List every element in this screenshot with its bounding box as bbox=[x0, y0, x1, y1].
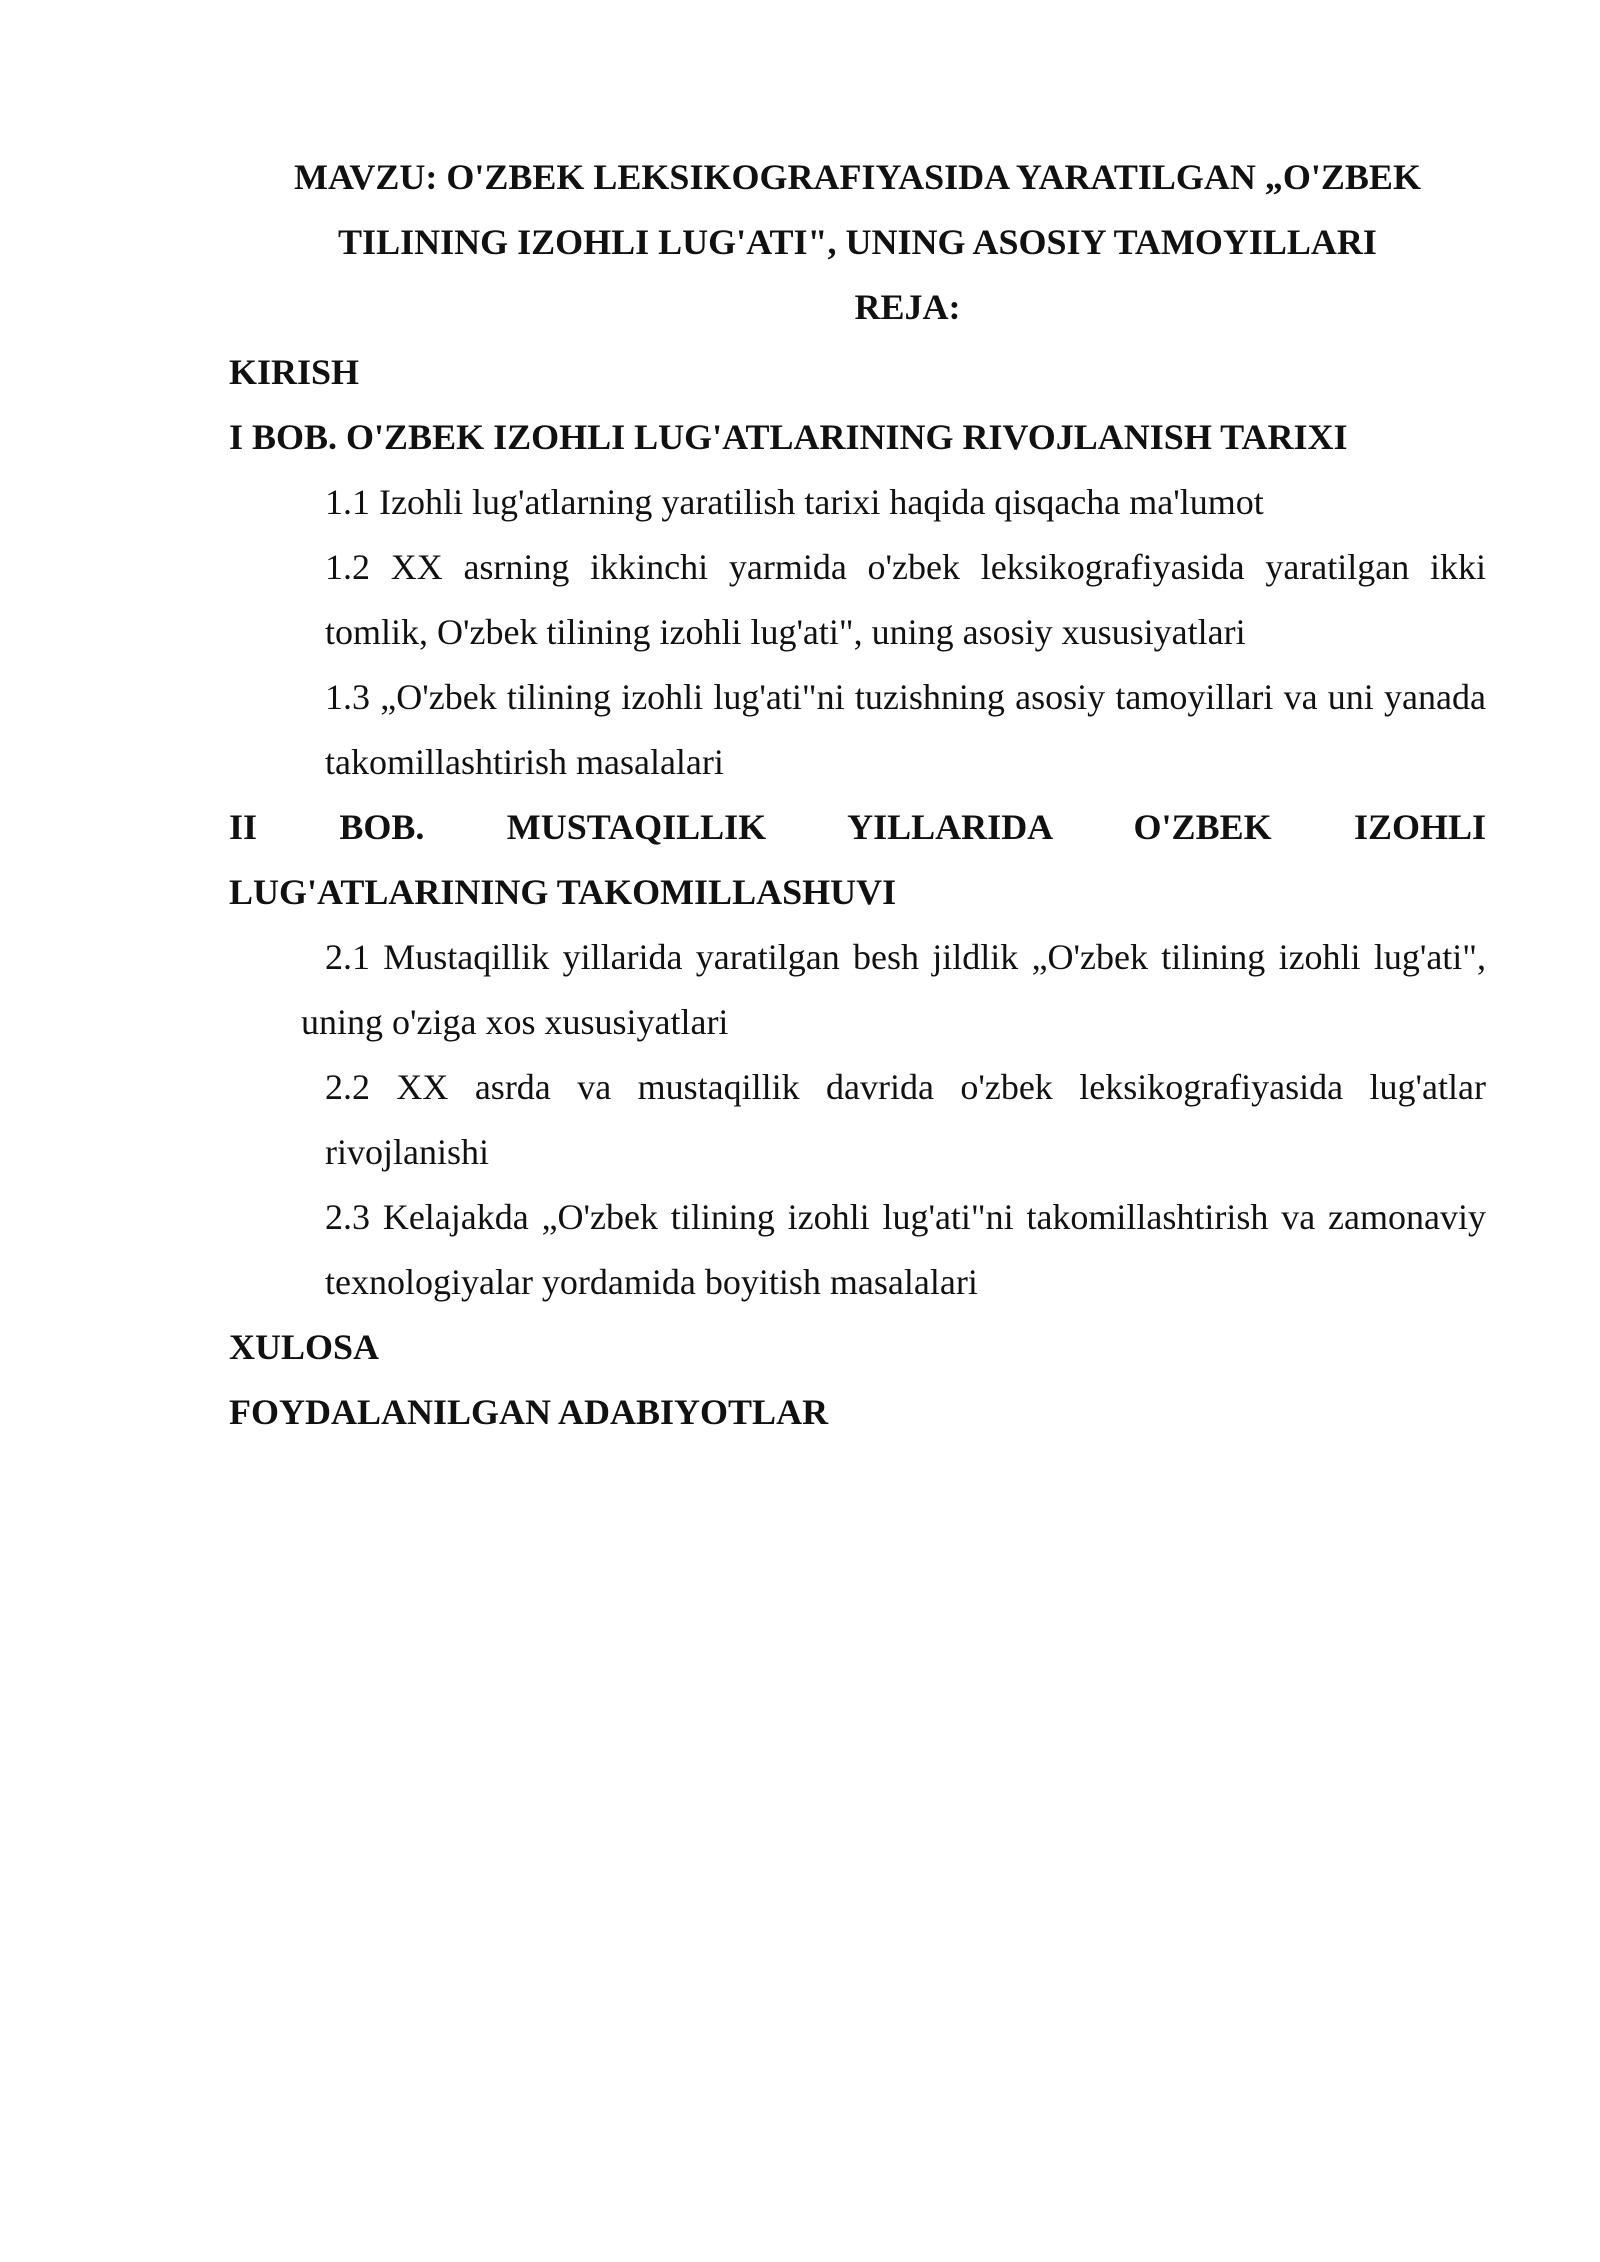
chapter2-item-2: 2.2 XX asrda va mustaqillik davrida o'zbek leksikografiyasida lug'atlar rivojlanishi bbox=[325, 1067, 1486, 1172]
chapter1-heading: I BOB. O'ZBEK IZOHLI LUG'ATLARINING RIVOJLANISH TARIXI bbox=[229, 417, 1348, 457]
chapter1-item-3: 1.3 „O'zbek tilining izohli lug'ati"ni tuzishning asosiy tamoyillari va uni yanada takomillashtirish masalalari bbox=[325, 677, 1486, 782]
title-line-1: MAVZU: O'ZBEK LEKSIKOGRAFIYASIDA YARATILGAN „O'ZBEK bbox=[294, 157, 1421, 197]
conclusion-heading: XULOSA bbox=[229, 1327, 380, 1367]
document-title bbox=[229, 145, 1486, 275]
chapter1-item-1: 1.1 Izohli lug'atlarning yaratilish tarixi haqida qisqacha ma'lumot bbox=[325, 482, 1264, 522]
plan-label: REJA: bbox=[854, 287, 961, 327]
references-heading: FOYDALANILGAN ADABIYOTLAR bbox=[229, 1392, 829, 1432]
chapter2-heading-line-1: II BOB. MUSTAQILLIK YILLARIDA O'ZBEK IZOHLI bbox=[229, 807, 1486, 847]
chapter2-heading-line-2: LUG'ATLARINING TAKOMILLASHUVI bbox=[229, 872, 897, 912]
document-body bbox=[229, 145, 1486, 1445]
chapter2-item-1-text-end: uning o'ziga xos xususiyatlari bbox=[301, 1002, 729, 1042]
chapter2-item-1-text: 2.1 Mustaqillik yillarida yaratilgan besh jildlik „O'zbek tilining izohli lug'ati", bbox=[325, 937, 1486, 977]
intro-heading: KIRISH bbox=[229, 352, 360, 392]
title-line-2: TILINING IZOHLI LUG'ATI", UNING ASOSIY TAMOYILLARI bbox=[338, 222, 1377, 262]
chapter2-item-1 bbox=[229, 925, 1486, 1055]
chapter2-item-3: 2.3 Kelajakda „O'zbek tilining izohli lug'ati"ni takomillashtirish va zamonaviy texnologiyalar yordamida boyitish masalalari bbox=[325, 1197, 1486, 1302]
chapter1-item-2: 1.2 XX asrning ikkinchi yarmida o'zbek leksikografiyasida yaratilgan ikki tomlik, O'zbek tilining izohli lug'ati", uning asosiy xususiyatlari bbox=[325, 547, 1486, 652]
chapter2-heading bbox=[229, 795, 1486, 925]
